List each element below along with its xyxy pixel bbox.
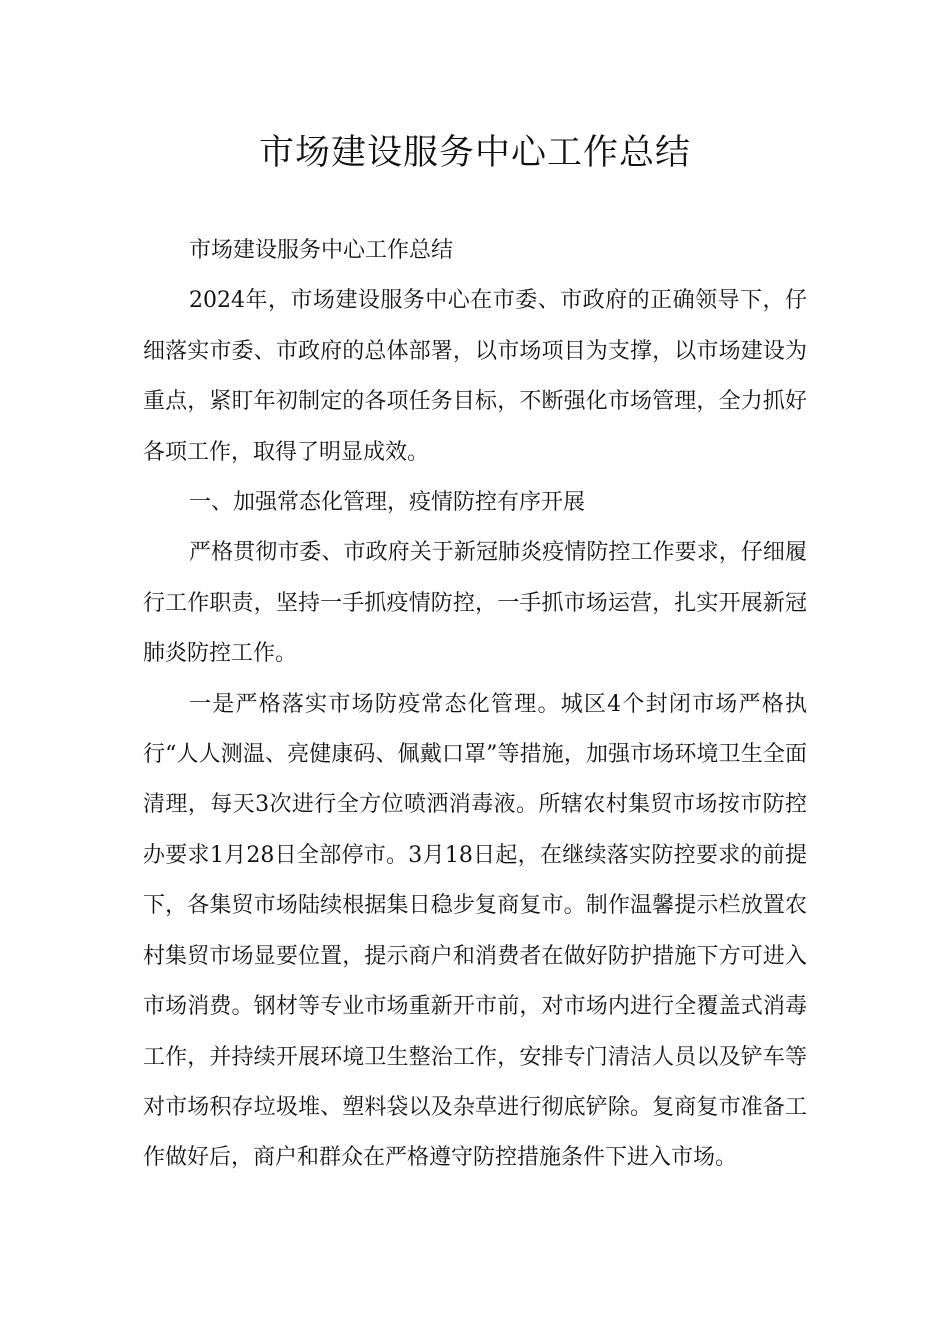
paragraph-section-1-item-1: 一是严格落实市场防疫常态化管理。城区4个封闭市场严格执行“人人测温、亮健康码、佩戴口罩”等措施，加强市场环境卫生全面清理，每天3次进行全方位喷洒消毒液。所辖农村集贸市场按市防控办要求1月28日全部停市。3月18日起，在继续落实防控要求的前提下，各集贸市场陆续根据集日稳步复商复市。制作温馨提示栏放置农村集贸市场显要位置，提示商户和消费者在做好防护措施下方可进入市场消费。钢材等专业市场重新开市前，对市场内进行全覆盖式消毒工作，并持续开展环境卫生整治工作，安排专门清洁人员以及铲车等对市场积存垃圾堆、塑料袋以及杂草进行彻底铲除。复商复市准备工作做好后，商户和群众在严格遵守防控措施条件下进入市场。 xyxy=(143,691,807,1171)
document-title: 市场建设服务中心工作总结 xyxy=(258,133,691,173)
paragraph-section-1-intro: 严格贯彻市委、市政府关于新冠肺炎疫情防控工作要求，仔细履行工作职责，坚持一手抓疫情防控，一手抓市场运营，扎实开展新冠肺炎防控工作。 xyxy=(143,540,807,667)
section-heading-1: 一、加强常态化管理，疫情防控有序开展 xyxy=(189,490,586,516)
document-body xyxy=(143,226,807,1184)
paragraph-subtitle: 市场建设服务中心工作总结 xyxy=(189,238,454,263)
paragraph-intro: 2024年，市场建设服务中心在市委、市政府的正确领导下，仔细落实市委、市政府的总体部署，以市场项目为支撑，以市场建设为重点，紧盯年初制定的各项任务目标，不断强化市场管理，全力抓好各项工作，取得了明显成效。 xyxy=(143,288,807,465)
